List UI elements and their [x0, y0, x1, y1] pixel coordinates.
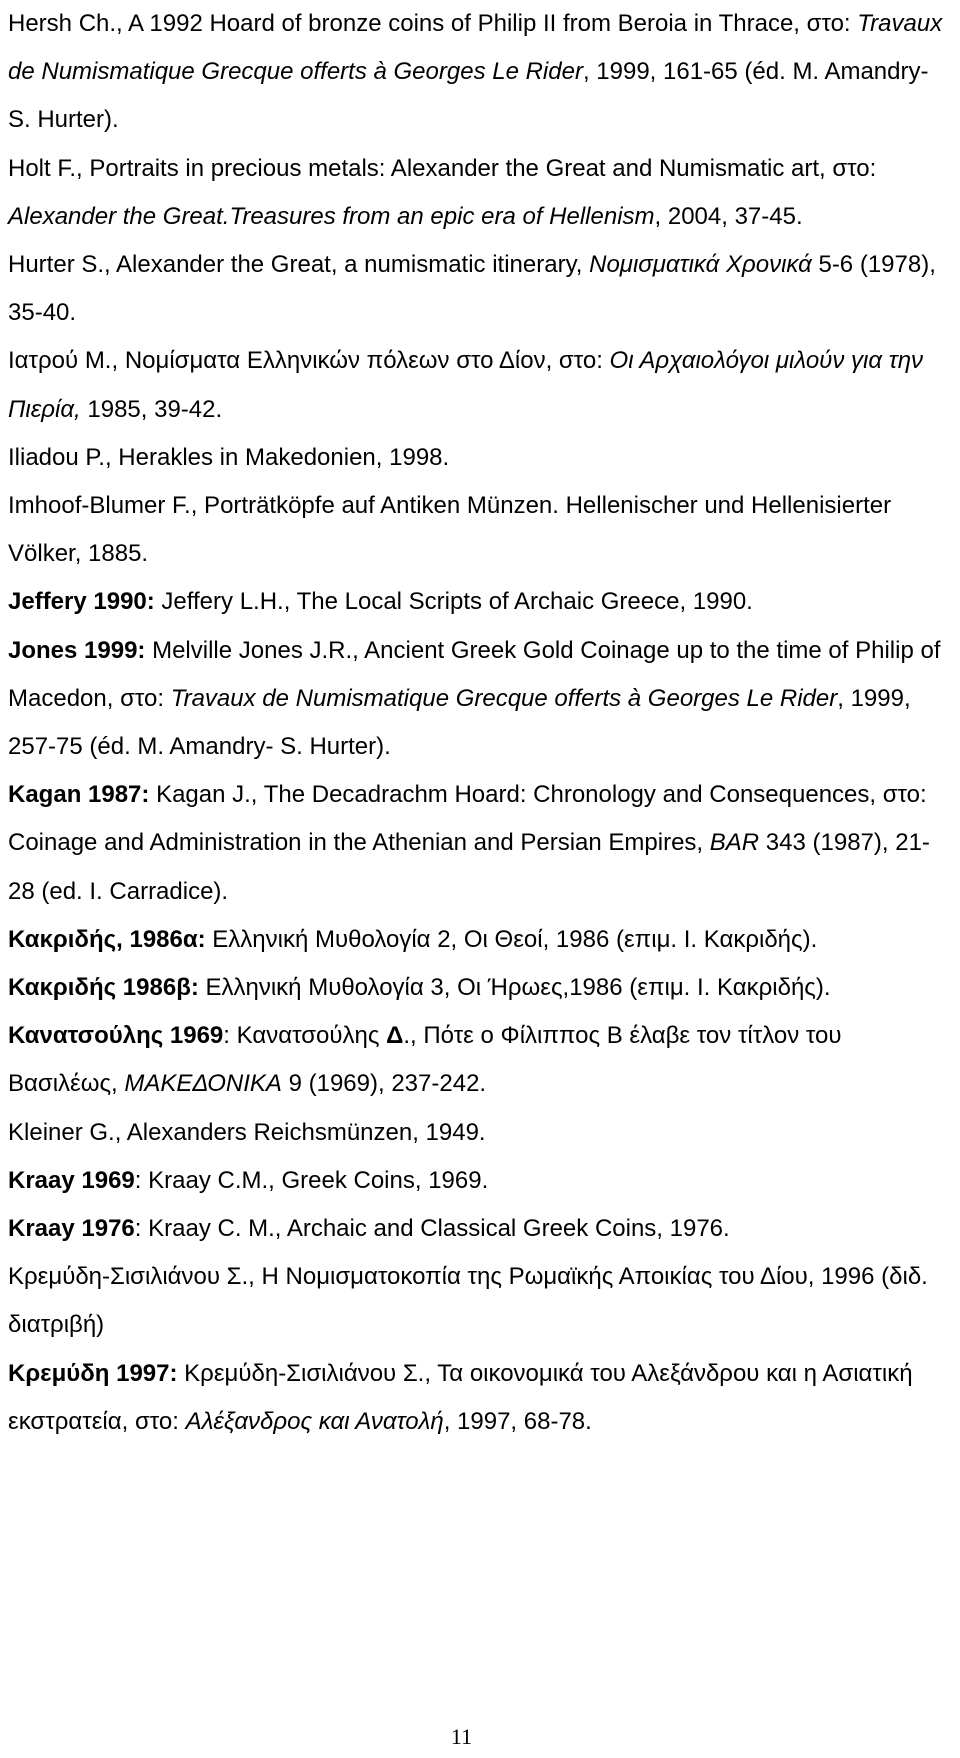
entry-title: Travaux de Numismatique Grecque offerts à Georges Le Rider: [170, 684, 838, 712]
entry-text: 1985, 39-42.: [80, 395, 223, 423]
entry-text: Melville Jones J.R., Ancient Greek Gold Coinage up to the time of Philip of Macedon, στο:: [8, 636, 941, 712]
bibliography-entry: [8, 434, 953, 482]
entry-text: Hersh Ch., A 1992 Hoard of bronze coins of Philip II from Beroia in Thrace, στο:: [8, 10, 858, 37]
entry-key: Jones 1999:: [8, 636, 146, 664]
bibliography-entry: [8, 482, 953, 578]
bibliography-entry: [8, 145, 953, 241]
entry-text: Kleiner G., Alexanders Reichsmünzen, 1949.: [8, 1118, 486, 1146]
bibliography-entry: [8, 0, 953, 145]
entry-key: Κακριδής, 1986α:: [8, 925, 206, 953]
bibliography-entry: [8, 1157, 953, 1205]
entry-text: Jeffery L.H., The Local Scripts of Archaic Greece, 1990.: [154, 588, 753, 616]
bibliography-entry: [8, 627, 953, 772]
entry-initial: Δ: [386, 1022, 404, 1050]
entry-text: Ελληνική Μυθολογία 2, Οι Θεοί, 1986 (επιμ. Ι. Κακριδής).: [205, 925, 818, 953]
entry-text: , 1999, 161-65 (éd. M. Amandry- S. Hurter).: [8, 58, 929, 134]
entry-text: : Kraay C.M., Greek Coins, 1969.: [134, 1166, 489, 1194]
entry-text: , 1997, 68-78.: [443, 1407, 592, 1435]
bibliography-entry: [8, 1205, 953, 1253]
entry-title: BAR: [709, 829, 760, 857]
entry-text: Kagan J., The Decadrachm Hoard: Chronology and Consequences, στο: Coinage and Administration in the Athenian and Persian Empires,: [8, 781, 927, 857]
bibliography-entry: [8, 1109, 953, 1157]
entry-text: , 1999, 257-75 (éd. M. Amandry- S. Hurter).: [8, 684, 911, 761]
entry-text: Holt F., Portraits in precious metals: Alexander the Great and Numismatic art, στο:: [8, 154, 877, 182]
entry-text: : Κανατσούλης: [223, 1022, 387, 1050]
entry-title: ΜΑΚΕΔΟΝΙΚΑ: [124, 1070, 282, 1098]
entry-text: : Kraay C. M., Archaic and Classical Greek Coins, 1976.: [134, 1215, 730, 1243]
bibliography-entry: [8, 578, 953, 626]
entry-text: 9 (1969), 237-242.: [281, 1070, 487, 1098]
bibliography-entry: [8, 1253, 953, 1349]
page-number: 11: [450, 1724, 473, 1749]
entry-text: 5-6 (1978), 35-40.: [8, 251, 936, 327]
entry-key: Kraay 1969: [8, 1166, 135, 1194]
entry-key: Κανατσούλης 1969: [8, 1022, 224, 1050]
entry-text: Κρεμύδη-Σισιλιάνου Σ., Τα οικονομικά του Αλεξάνδρου και η Ασιατική εκστρατεία, στο:: [8, 1359, 913, 1435]
bibliography-entry: [8, 337, 953, 433]
entry-key: Κακριδής 1986β:: [8, 974, 199, 1002]
entry-key: Jeffery 1990:: [8, 588, 155, 616]
entry-text: Iliadou P., Herakles in Makedonien, 1998.: [8, 443, 450, 471]
entry-text: ., Πότε ο Φίλιππος Β έλαβε τον τίτλον του Βασιλέως,: [8, 1022, 842, 1098]
entry-key: Kraay 1976: [8, 1215, 135, 1243]
bibliography: [8, 0, 953, 1446]
entry-text: Hurter S., Alexander the Great, a numismatic itinerary,: [8, 251, 590, 279]
entry-title: Οι Αρχαιολόγοι μιλούν για την Πιερία,: [8, 347, 924, 423]
bibliography-entry: [8, 916, 953, 964]
entry-text: Ελληνική Μυθολογία 3, Οι Ήρωες,1986 (επιμ. Ι. Κακριδής).: [198, 974, 831, 1002]
entry-title: Νομισματικά Χρονικά: [589, 251, 812, 279]
entry-text: Κρεμύδη-Σισιλιάνου Σ., Η Νομισματοκοπία της Ρωμαϊκής Αποικίας του Δίου, 1996 (διδ. διατριβή): [8, 1263, 928, 1339]
bibliography-entry: [8, 964, 953, 1012]
bibliography-entry: [8, 771, 953, 916]
entry-title: Αλέξανδρος και Ανατολή: [185, 1407, 444, 1435]
entry-text: 343 (1987), 21-28 (ed. I. Carradice).: [8, 829, 930, 905]
entry-key: Kagan 1987:: [8, 781, 150, 809]
entry-title: Travaux de Numismatique Grecque offerts à Georges Le Rider: [8, 10, 943, 86]
entry-text: Ιατρού Μ., Νομίσματα Ελληνικών πόλεων στο Δίον, στο:: [8, 347, 610, 375]
entry-title: Alexander the Great.Treasures from an epic era of Hellenism: [8, 202, 655, 230]
entry-text: , 2004, 37-45.: [654, 202, 803, 230]
entry-key: Κρεμύδη 1997:: [8, 1359, 178, 1387]
bibliography-entry: [8, 1350, 953, 1446]
entry-text: Imhoof-Blumer F., Porträtköpfe auf Antiken Münzen. Hellenischer und Hellenisierter Völker, 1885.: [8, 492, 892, 568]
bibliography-entry: [8, 1012, 953, 1108]
bibliography-entry: [8, 241, 953, 337]
